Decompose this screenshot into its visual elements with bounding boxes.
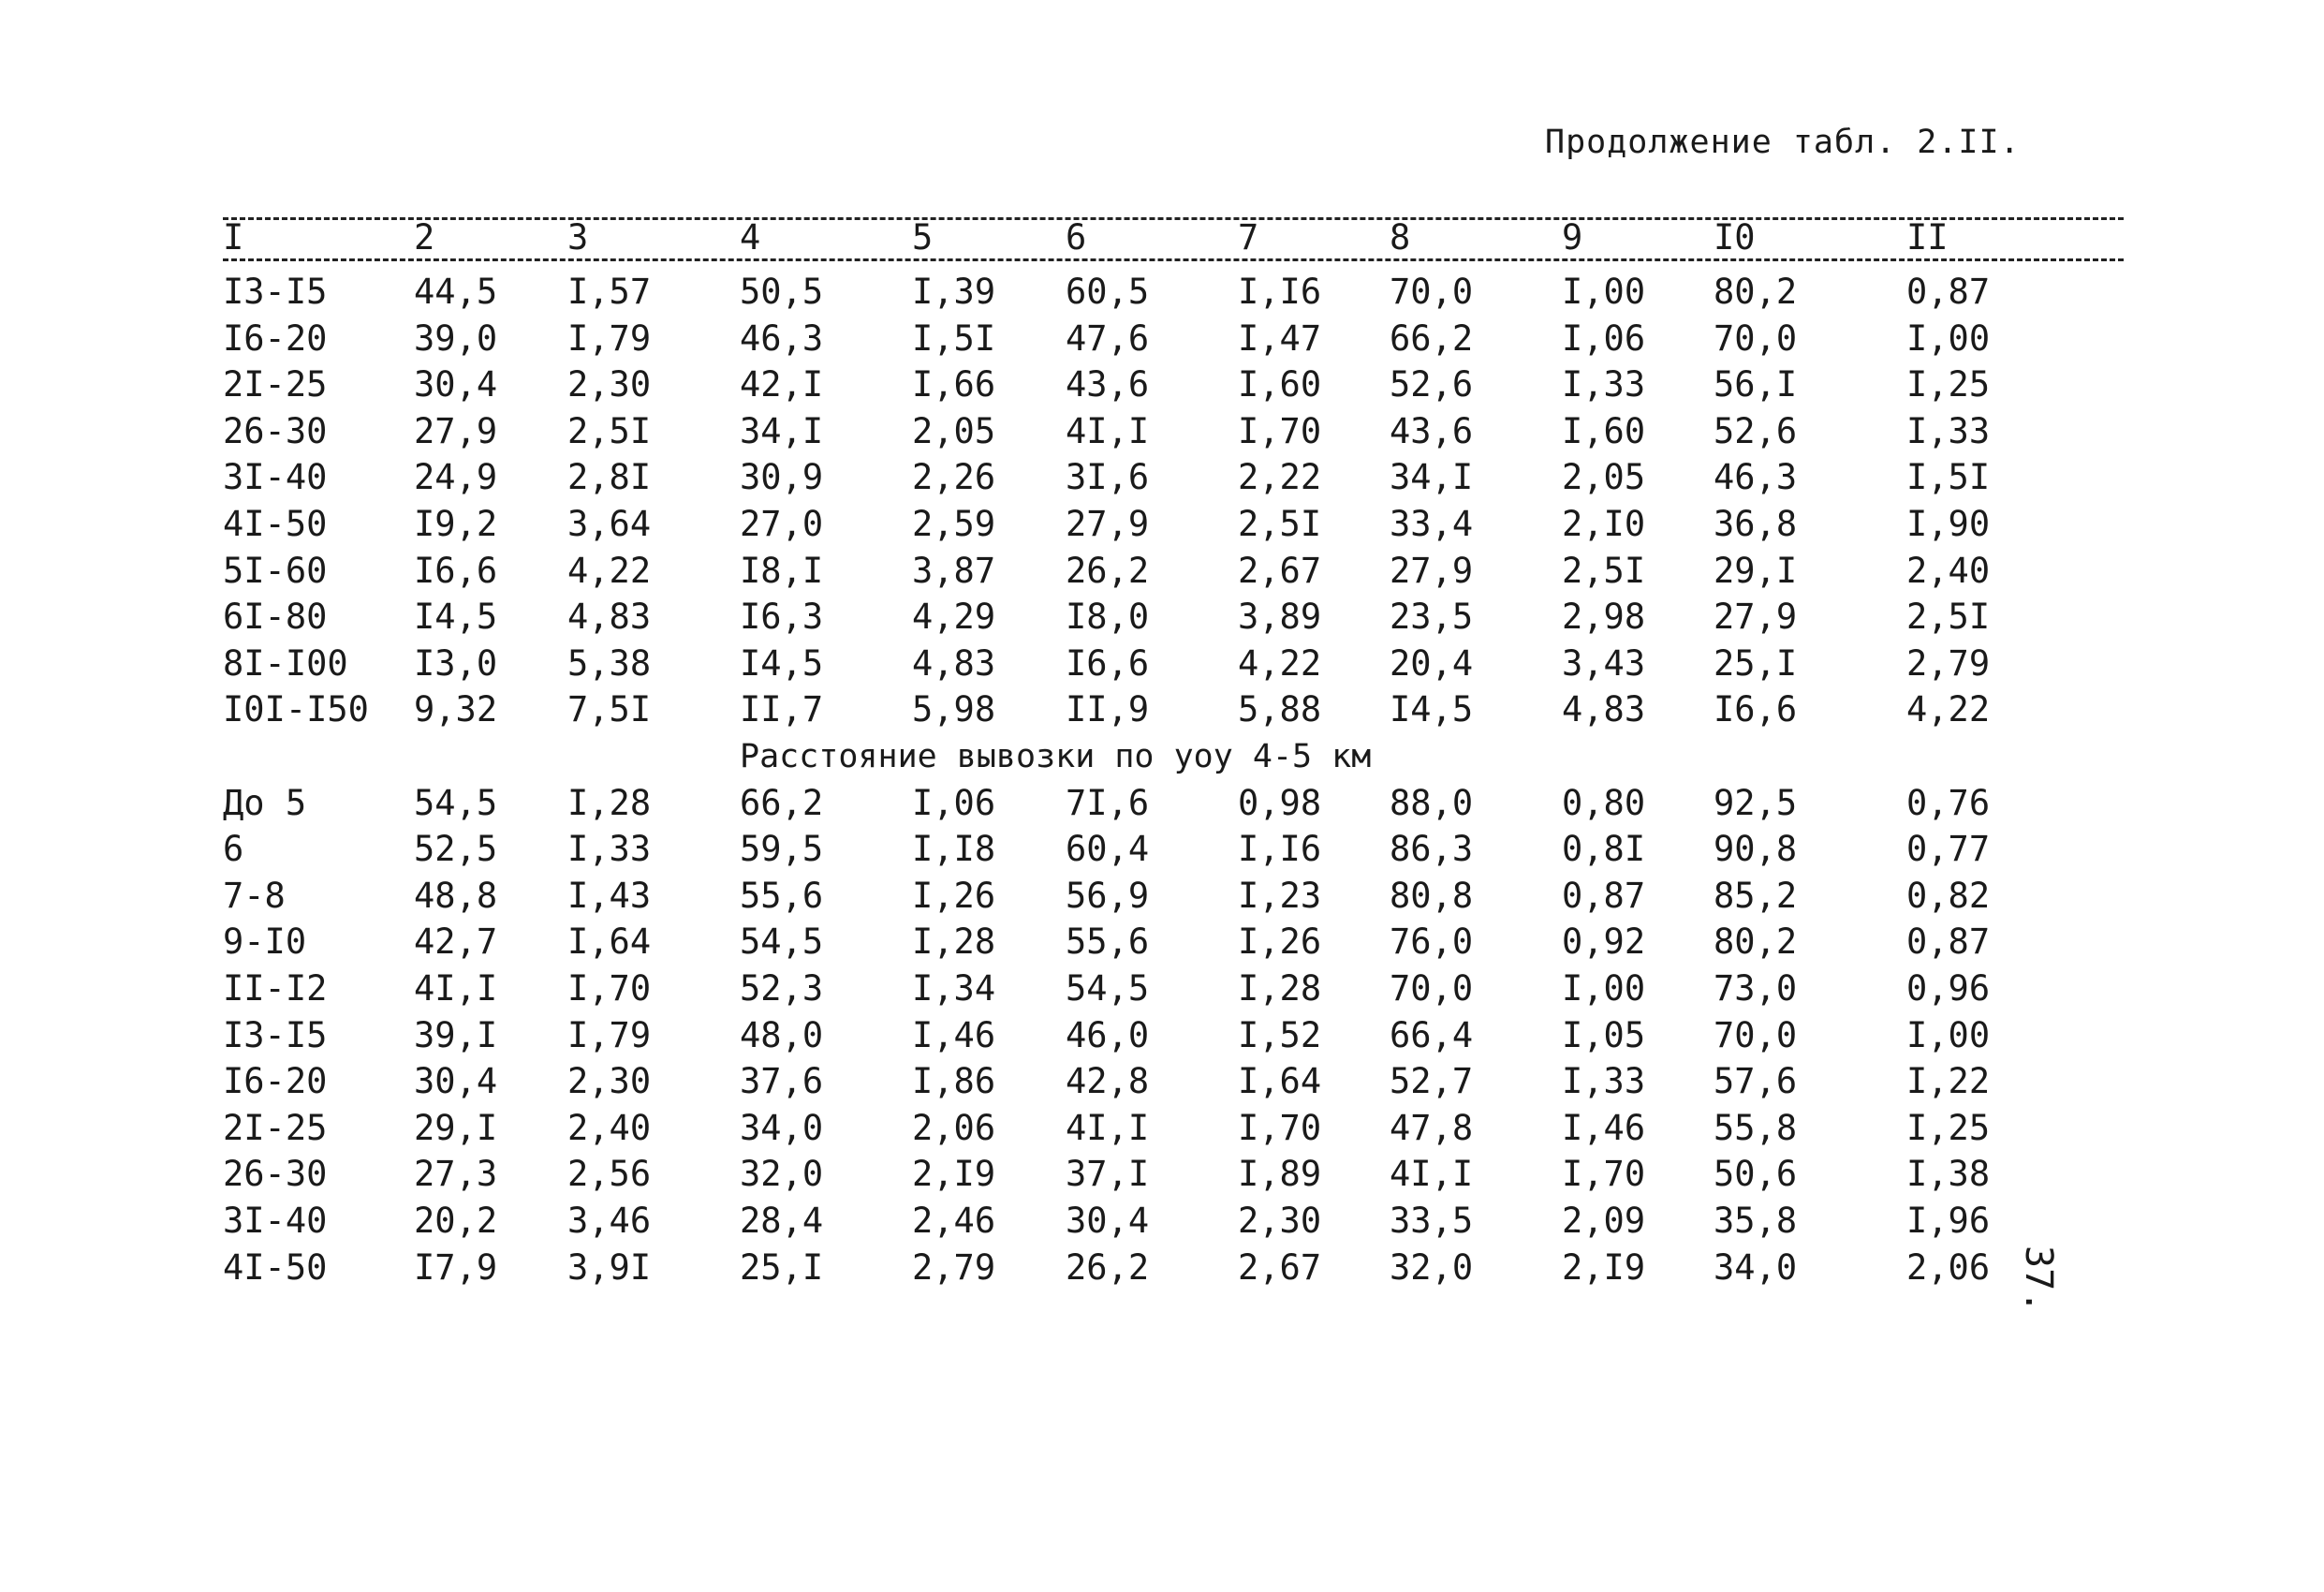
table-cell: 37,I (1066, 1154, 1150, 1195)
table-cell: I,39 (912, 272, 996, 312)
table-cell: 34,0 (740, 1107, 824, 1148)
table-cell: I,70 (1238, 1107, 1322, 1148)
table-cell: 86,3 (1390, 829, 1474, 870)
dashed-rule-top (223, 217, 2124, 220)
table-cell: 42,7 (414, 921, 498, 963)
table-cell: 4,22 (1238, 642, 1322, 684)
table-cell: I,43 (567, 875, 652, 916)
table-cell: 47,8 (1390, 1107, 1474, 1148)
table-cell: 25,I (740, 1246, 824, 1288)
table-cell: 32,0 (1390, 1246, 1474, 1288)
table-cell: I,25 (1906, 1107, 1991, 1148)
table-cell: 2,05 (1562, 457, 1646, 498)
table-cell: I,70 (1562, 1154, 1646, 1195)
page-number: 37. (2017, 1246, 2060, 1314)
table-cell: 2,5I (1238, 504, 1322, 544)
table-cell: 30,4 (1066, 1201, 1150, 1241)
column-header: II (1906, 217, 1949, 258)
table-cell: I,06 (1562, 317, 1646, 359)
table-cell: I6,6 (1714, 689, 1798, 730)
table-cell: 4I,I (1066, 410, 1150, 451)
table-cell: 26,2 (1066, 1246, 1150, 1288)
table-cell: I6,6 (414, 550, 498, 591)
column-header: 6 (1066, 217, 1087, 258)
table-cell: 34,0 (1714, 1246, 1798, 1288)
table-cell: 60,5 (1066, 272, 1150, 312)
table-cell: 56,9 (1066, 875, 1150, 916)
table-cell: 33,4 (1390, 504, 1474, 544)
table-cell: 27,9 (1066, 504, 1150, 544)
table-cell: 4I,I (414, 968, 498, 1009)
table-cell: 43,6 (1066, 364, 1150, 405)
table-cell: 50,5 (740, 272, 824, 312)
table-cell: 57,6 (1714, 1061, 1798, 1102)
table-cell: I,00 (1562, 272, 1646, 312)
table-cell: 80,2 (1714, 921, 1798, 963)
table-cell: 30,4 (414, 364, 498, 405)
table-cell: I4,5 (740, 642, 824, 684)
table-cell: 0,87 (1906, 272, 1991, 312)
table-cell: 3,46 (567, 1201, 652, 1241)
table-cell: 4,83 (912, 642, 996, 684)
table-cell: 2,67 (1238, 550, 1322, 591)
table-cell: I,79 (567, 317, 652, 359)
table-cell: I,I6 (1238, 272, 1322, 312)
row-label-cell: 7-8 (223, 875, 286, 916)
table-cell: 2,98 (1562, 597, 1646, 638)
table-cell: 2,79 (1906, 642, 1991, 684)
table-cell: 2,40 (1906, 550, 1991, 591)
table-cell: II,9 (1066, 689, 1150, 730)
table-cell: 34,I (740, 410, 824, 451)
table-cell: I,5I (1906, 457, 1991, 498)
table-cell: 36,8 (1714, 504, 1798, 544)
table-cell: I,00 (1562, 968, 1646, 1009)
table-cell: 43,6 (1390, 410, 1474, 451)
table-cell: 60,4 (1066, 829, 1150, 870)
table-cell: 2,05 (912, 410, 996, 451)
table-cell: 46,3 (1714, 457, 1798, 498)
table-cell: I,96 (1906, 1201, 1991, 1241)
table-cell: 46,3 (740, 317, 824, 359)
row-label-cell: 4I-50 (223, 1246, 328, 1288)
dashed-rule-bottom (223, 258, 2124, 261)
table-cell: 0,82 (1906, 875, 1991, 916)
column-header: 5 (912, 217, 934, 258)
table-cell: I,26 (912, 875, 996, 916)
table-cell: 35,8 (1714, 1201, 1798, 1241)
column-header: 3 (567, 217, 589, 258)
table-cell: I6,3 (740, 597, 824, 638)
column-header: 2 (414, 217, 435, 258)
table-cell: 5,88 (1238, 689, 1322, 730)
table-cell: 9,32 (414, 689, 498, 730)
table-cell: 92,5 (1714, 782, 1798, 823)
row-label-cell: I0I-I50 (223, 689, 369, 730)
table-cell: 23,5 (1390, 597, 1474, 638)
table-cell: 3,87 (912, 550, 996, 591)
table-cell: 2,22 (1238, 457, 1322, 498)
column-header: 8 (1390, 217, 1411, 258)
table-cell: 48,8 (414, 875, 498, 916)
table-cell: I,28 (912, 921, 996, 963)
table-cell: I,46 (912, 1014, 996, 1055)
table-cell: 27,9 (1390, 550, 1474, 591)
row-label-cell: I3-I5 (223, 1014, 328, 1055)
table-cell: 50,6 (1714, 1154, 1798, 1195)
table-cell: 0,87 (1906, 921, 1991, 963)
table-cell: 66,4 (1390, 1014, 1474, 1055)
column-header: I (223, 217, 244, 258)
table-cell: 55,6 (1066, 921, 1150, 963)
row-label-cell: 8I-I00 (223, 642, 348, 684)
table-cell: 46,0 (1066, 1014, 1150, 1055)
table-cell: 4,22 (1906, 689, 1991, 730)
row-label-cell: 6 (223, 829, 244, 870)
table-cell: 2,59 (912, 504, 996, 544)
table-cell: 0,76 (1906, 782, 1991, 823)
table-cell: I,33 (1906, 410, 1991, 451)
table-cell: I,33 (1562, 364, 1646, 405)
table-cell: 3I,6 (1066, 457, 1150, 498)
table-cell: 0,87 (1562, 875, 1646, 916)
table-cell: I,28 (1238, 968, 1322, 1009)
table-cell: I,33 (567, 829, 652, 870)
table-cell: I9,2 (414, 504, 498, 544)
row-label-cell: 2I-25 (223, 1107, 328, 1148)
table-cell: I,66 (912, 364, 996, 405)
table-cell: 0,8I (1562, 829, 1646, 870)
table-cell: 30,4 (414, 1061, 498, 1102)
table-cell: 90,8 (1714, 829, 1798, 870)
table-cell: 2,I9 (1562, 1246, 1646, 1288)
table-continuation-caption: Продолжение табл. 2.II. (1545, 124, 2021, 161)
table-cell: 85,2 (1714, 875, 1798, 916)
table-cell: I,23 (1238, 875, 1322, 916)
table-cell: 2,79 (912, 1246, 996, 1288)
table-cell: 54,5 (1066, 968, 1150, 1009)
table-cell: I,70 (567, 968, 652, 1009)
column-header: 7 (1238, 217, 1259, 258)
row-label-cell: II-I2 (223, 968, 328, 1009)
table-cell: 4,29 (912, 597, 996, 638)
table-cell: 2,I9 (912, 1154, 996, 1195)
table-cell: I4,5 (1390, 689, 1474, 730)
table-cell: I,34 (912, 968, 996, 1009)
table-cell: I6,6 (1066, 642, 1150, 684)
table-cell: 25,I (1714, 642, 1798, 684)
table-cell: 2,I0 (1562, 504, 1646, 544)
table-cell: I,70 (1238, 410, 1322, 451)
table-cell: I,89 (1238, 1154, 1322, 1195)
table-cell: 34,I (1390, 457, 1474, 498)
table-cell: 66,2 (1390, 317, 1474, 359)
table-cell: 32,0 (740, 1154, 824, 1195)
table-cell: I4,5 (414, 597, 498, 638)
table-cell: 7I,6 (1066, 782, 1150, 823)
table-cell: I,5I (912, 317, 996, 359)
table-cell: 39,0 (414, 317, 498, 359)
table-cell: 70,0 (1390, 272, 1474, 312)
table-cell: 55,8 (1714, 1107, 1798, 1148)
table-cell: 27,3 (414, 1154, 498, 1195)
table-cell: 52,6 (1714, 410, 1798, 451)
table-cell: 4,83 (1562, 689, 1646, 730)
table-cell: 24,9 (414, 457, 498, 498)
table-cell: I,86 (912, 1061, 996, 1102)
table-cell: 76,0 (1390, 921, 1474, 963)
table-cell: 2,40 (567, 1107, 652, 1148)
table-cell: 0,77 (1906, 829, 1991, 870)
table-cell: I,60 (1562, 410, 1646, 451)
table-cell: 70,0 (1714, 1014, 1798, 1055)
row-label-cell: 4I-50 (223, 504, 328, 544)
table-cell: I3,0 (414, 642, 498, 684)
table-cell: II,7 (740, 689, 824, 730)
table-cell: 0,80 (1562, 782, 1646, 823)
table-cell: 52,3 (740, 968, 824, 1009)
table-cell: 27,9 (414, 410, 498, 451)
table-cell: 47,6 (1066, 317, 1150, 359)
table-cell: I,38 (1906, 1154, 1991, 1195)
table-cell: 44,5 (414, 272, 498, 312)
table-cell: 2,30 (1238, 1201, 1322, 1241)
table-cell: 70,0 (1714, 317, 1798, 359)
table-cell: 66,2 (740, 782, 824, 823)
table-cell: 70,0 (1390, 968, 1474, 1009)
table-cell: 20,4 (1390, 642, 1474, 684)
table-cell: 0,98 (1238, 782, 1322, 823)
table-cell: 26,2 (1066, 550, 1150, 591)
table-cell: 42,8 (1066, 1061, 1150, 1102)
table-cell: 2,5I (1562, 550, 1646, 591)
table-cell: I,52 (1238, 1014, 1322, 1055)
table-cell: 29,I (414, 1107, 498, 1148)
table-cell: 54,5 (740, 921, 824, 963)
table-cell: 39,I (414, 1014, 498, 1055)
table-cell: 2,5I (567, 410, 652, 451)
table-cell: I7,9 (414, 1246, 498, 1288)
table-cell: I,00 (1906, 1014, 1991, 1055)
table-cell: 48,0 (740, 1014, 824, 1055)
table-cell: I,60 (1238, 364, 1322, 405)
table-cell: I,22 (1906, 1061, 1991, 1102)
table-cell: I,57 (567, 272, 652, 312)
table-cell: 0,96 (1906, 968, 1991, 1009)
row-label-cell: 3I-40 (223, 1201, 328, 1241)
table-cell: 0,92 (1562, 921, 1646, 963)
table-cell: 2,8I (567, 457, 652, 498)
table-cell: 73,0 (1714, 968, 1798, 1009)
section-label: Расстояние вывозки по уоу 4-5 км (740, 738, 1372, 775)
table-cell: 2,30 (567, 364, 652, 405)
table-cell: 2,09 (1562, 1201, 1646, 1241)
row-label-cell: I6-20 (223, 317, 328, 359)
row-label-cell: 3I-40 (223, 457, 328, 498)
table-cell: I8,I (740, 550, 824, 591)
table-cell: 5,38 (567, 642, 652, 684)
row-label-cell: До 5 (223, 782, 307, 823)
table-cell: I,I6 (1238, 829, 1322, 870)
table-cell: I,46 (1562, 1107, 1646, 1148)
row-label-cell: 9-I0 (223, 921, 307, 963)
table-cell: 59,5 (740, 829, 824, 870)
table-cell: 3,64 (567, 504, 652, 544)
table-cell: 3,43 (1562, 642, 1646, 684)
table-cell: 7,5I (567, 689, 652, 730)
row-label-cell: 26-30 (223, 1154, 328, 1195)
table-cell: 30,9 (740, 457, 824, 498)
table-cell: 52,6 (1390, 364, 1474, 405)
table-cell: I,26 (1238, 921, 1322, 963)
table-cell: 29,I (1714, 550, 1798, 591)
table-cell: 80,8 (1390, 875, 1474, 916)
table-cell: 27,9 (1714, 597, 1798, 638)
table-cell: I,64 (567, 921, 652, 963)
table-cell: I8,0 (1066, 597, 1150, 638)
table-cell: I,I8 (912, 829, 996, 870)
table-cell: 3,9I (567, 1246, 652, 1288)
table-cell: 5,98 (912, 689, 996, 730)
table-cell: I,79 (567, 1014, 652, 1055)
row-label-cell: I6-20 (223, 1061, 328, 1102)
table-cell: 2,26 (912, 457, 996, 498)
table-cell: 2,5I (1906, 597, 1991, 638)
column-header: I0 (1714, 217, 1756, 258)
table-cell: 2,46 (912, 1201, 996, 1241)
row-label-cell: I3-I5 (223, 272, 328, 312)
table-cell: 4I,I (1066, 1107, 1150, 1148)
row-label-cell: 6I-80 (223, 597, 328, 638)
column-header: 9 (1562, 217, 1583, 258)
table-cell: 52,5 (414, 829, 498, 870)
table-cell: 52,7 (1390, 1061, 1474, 1102)
column-header: 4 (740, 217, 761, 258)
table-cell: 27,0 (740, 504, 824, 544)
table-cell: I,06 (912, 782, 996, 823)
table-cell: I,47 (1238, 317, 1322, 359)
table-cell: I,25 (1906, 364, 1991, 405)
table-cell: I,28 (567, 782, 652, 823)
table-cell: 56,I (1714, 364, 1798, 405)
table-cell: 28,4 (740, 1201, 824, 1241)
table-cell: 2,06 (912, 1107, 996, 1148)
table-cell: 4,83 (567, 597, 652, 638)
table-cell: 37,6 (740, 1061, 824, 1102)
table-cell: 33,5 (1390, 1201, 1474, 1241)
table-cell: 3,89 (1238, 597, 1322, 638)
table-cell: 4,22 (567, 550, 652, 591)
table-cell: 2,67 (1238, 1246, 1322, 1288)
table-cell: 4I,I (1390, 1154, 1474, 1195)
table-cell: 2,30 (567, 1061, 652, 1102)
table-cell: 55,6 (740, 875, 824, 916)
table-cell: I,05 (1562, 1014, 1646, 1055)
row-label-cell: 26-30 (223, 410, 328, 451)
table-cell: 80,2 (1714, 272, 1798, 312)
table-cell: 2,56 (567, 1154, 652, 1195)
row-label-cell: 2I-25 (223, 364, 328, 405)
table-cell: I,33 (1562, 1061, 1646, 1102)
table-cell: I,00 (1906, 317, 1991, 359)
table-cell: 88,0 (1390, 782, 1474, 823)
table-cell: 2,06 (1906, 1246, 1991, 1288)
table-cell: 42,I (740, 364, 824, 405)
table-cell: 20,2 (414, 1201, 498, 1241)
row-label-cell: 5I-60 (223, 550, 328, 591)
table-cell: I,90 (1906, 504, 1991, 544)
table-cell: 54,5 (414, 782, 498, 823)
table-cell: I,64 (1238, 1061, 1322, 1102)
